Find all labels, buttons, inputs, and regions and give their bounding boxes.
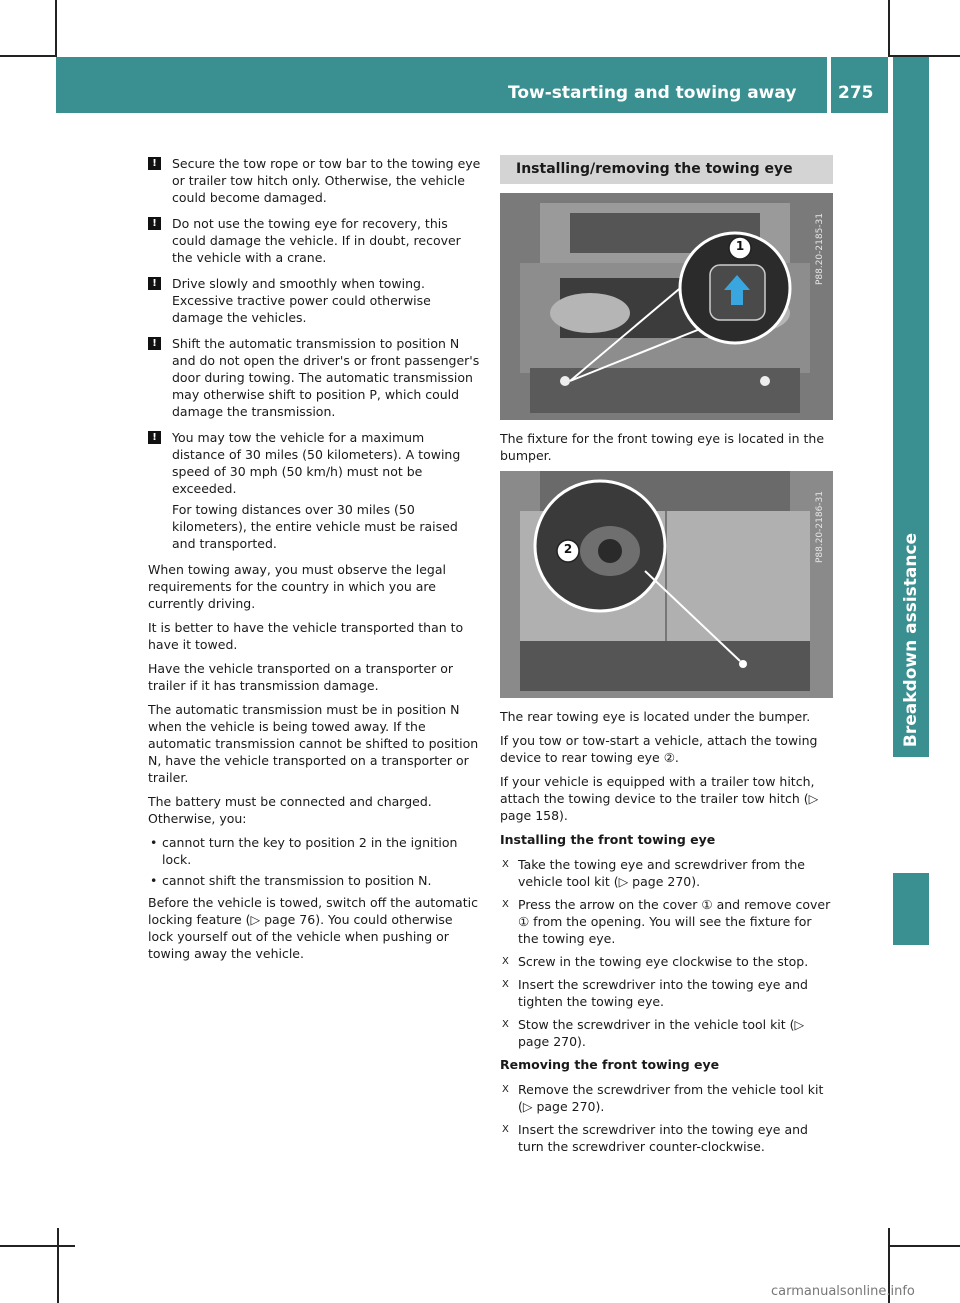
crop-mark [55, 0, 57, 57]
step-arrow-icon: X [502, 859, 509, 870]
step-text: Press the arrow on the cover ① and remove cover ① from the opening. You will see the fixture for the towing eye. [518, 897, 831, 946]
image-caption: The rear towing eye is located under the bumper. [500, 709, 811, 724]
instruction-step [500, 976, 833, 1010]
step-arrow-icon: X [502, 956, 509, 967]
right-column [500, 155, 833, 1161]
warning-icon: ! [148, 277, 161, 290]
body-paragraph: If you tow or tow-start a vehicle, attach the towing device to rear towing eye ②. [500, 733, 818, 765]
warning-text: For towing distances over 30 miles (50 kilometers), the entire vehicle must be raised and transported. [172, 502, 458, 551]
step-arrow-icon: X [502, 899, 509, 910]
side-tab-label: Breakdown assistance [901, 532, 921, 748]
crop-mark [0, 55, 57, 57]
instruction-step [500, 1081, 833, 1115]
warning-icon: ! [148, 337, 161, 350]
subheading-install: Installing the front towing eye [500, 832, 716, 847]
body-paragraph: The automatic transmission must be in position N when the vehicle is being towed away. If the automatic transmission cannot be shifted to position N, have the vehicle transported on a transporter or trailer. [148, 702, 479, 785]
crop-mark [0, 1245, 75, 1247]
body-paragraph: The battery must be connected and charged. Otherwise, you: [148, 794, 432, 826]
instruction-step [500, 1121, 833, 1155]
left-column [148, 155, 481, 969]
warning-item [148, 275, 481, 326]
front-van-illustration [500, 193, 833, 420]
front-towing-eye-image [500, 193, 833, 420]
step-text: Stow the screwdriver in the vehicle tool kit (▷ page 270). [518, 1017, 805, 1049]
rear-van-illustration [500, 471, 833, 698]
page-title: Tow-starting and towing away [508, 83, 797, 103]
step-arrow-icon: X [502, 1124, 509, 1135]
page-number: 275 [838, 83, 874, 103]
instruction-step [500, 1016, 833, 1050]
crop-mark [888, 1245, 960, 1247]
warning-icon: ! [148, 217, 161, 230]
instruction-step [500, 896, 833, 947]
side-tab-marker [893, 873, 929, 945]
crop-mark [57, 1228, 59, 1303]
section-heading: Installing/removing the towing eye [500, 155, 833, 184]
warning-item [148, 335, 481, 420]
warning-item [148, 215, 481, 266]
header-separator [827, 57, 831, 113]
body-paragraph: It is better to have the vehicle transported than to have it towed. [148, 620, 464, 652]
step-arrow-icon: X [502, 979, 509, 990]
watermark-link[interactable]: carmanualsonline.info [771, 1284, 915, 1299]
step-arrow-icon: X [502, 1019, 509, 1030]
bullet-item: • cannot turn the key to position 2 in the ignition lock. [148, 834, 481, 868]
warning-item [148, 155, 481, 206]
body-paragraph: If your vehicle is equipped with a trailer tow hitch, attach the towing device to the trailer tow hitch (▷ page 158). [500, 774, 819, 823]
instruction-step [500, 953, 833, 970]
callout-number: 2 [563, 542, 573, 556]
step-arrow-icon: X [502, 1084, 509, 1095]
instruction-step [500, 856, 833, 890]
warning-text: Drive slowly and smoothly when towing. Excessive tractive power could otherwise damage the vehicles. [172, 276, 431, 325]
subheading-remove: Removing the front towing eye [500, 1057, 720, 1072]
warning-icon: ! [148, 157, 161, 170]
warning-icon: ! [148, 431, 161, 444]
image-code: P88.20-2186-31 [815, 491, 825, 564]
warning-text: Shift the automatic transmission to position N and do not open the driver's or front passenger's door during towing. The automatic transmission may otherwise shift to position P, which could damage the transmission. [172, 336, 480, 419]
step-text: Screw in the towing eye clockwise to the stop. [518, 954, 809, 969]
bullet-item: • cannot shift the transmission to position N. [148, 872, 481, 889]
warning-text: You may tow the vehicle for a maximum distance of 30 miles (50 kilometers). A towing speed of 30 mph (50 km/h) must not be exceeded. [172, 430, 461, 496]
body-paragraph: Before the vehicle is towed, switch off the automatic locking feature (▷ page 76). You could otherwise lock yourself out of the vehicle when pushing or towing away the vehicle. [148, 895, 478, 961]
callout-number: 1 [735, 239, 745, 253]
rear-towing-eye-image [500, 471, 833, 698]
warning-item [148, 429, 481, 552]
step-text: Insert the screwdriver into the towing eye and tighten the towing eye. [518, 977, 808, 1009]
step-text: Take the towing eye and screwdriver from the vehicle tool kit (▷ page 270). [518, 857, 805, 889]
step-text: Remove the screwdriver from the vehicle tool kit (▷ page 270). [518, 1082, 824, 1114]
step-text: Insert the screwdriver into the towing eye and turn the screwdriver counter-clockwise. [518, 1122, 808, 1154]
image-code: P88.20-2185-31 [815, 213, 825, 286]
warning-text: Do not use the towing eye for recovery, this could damage the vehicle. If in doubt, recover the vehicle with a crane. [172, 216, 461, 265]
image-caption: The fixture for the front towing eye is located in the bumper. [500, 431, 825, 463]
warning-text: Secure the tow rope or tow bar to the towing eye or trailer tow hitch only. Otherwise, the vehicle could become damaged. [172, 156, 481, 205]
crop-mark [888, 0, 890, 57]
body-paragraph: Have the vehicle transported on a transporter or trailer if it has transmission damage. [148, 661, 453, 693]
body-paragraph: When towing away, you must observe the legal requirements for the country in which you are currently driving. [148, 562, 446, 611]
